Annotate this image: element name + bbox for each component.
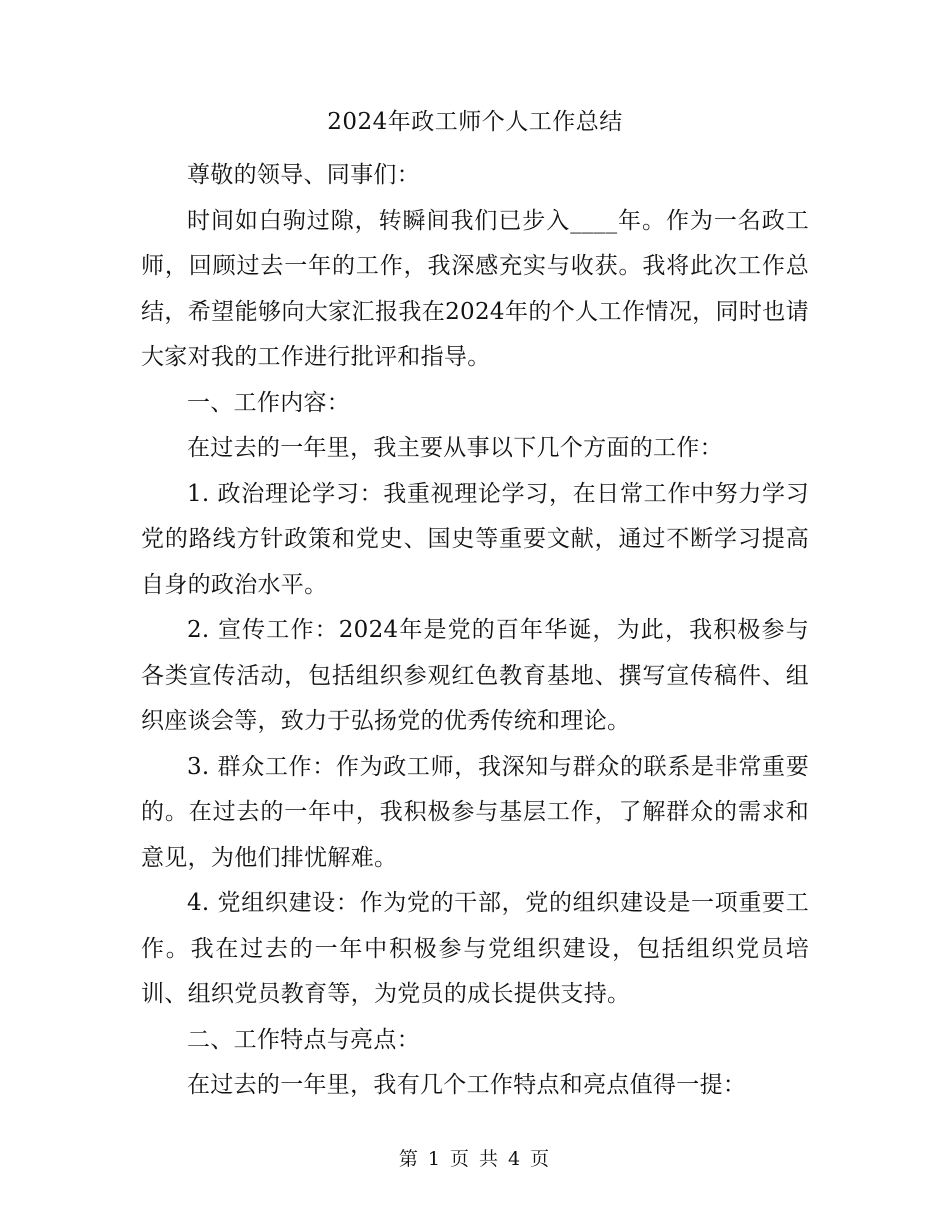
document-body — [141, 103, 809, 1109]
salutation: 尊敬的领导、同事们： — [187, 162, 420, 188]
list-item-mass-work: 3. 群众工作：作为政工师，我深知与群众的联系是非常重要的。在过去的一年中，我积极参与基层工作，了解群众的需求和意见，为他们排忧解难。 — [141, 753, 809, 871]
section-heading-highlights: 二、工作特点与亮点： — [187, 1026, 420, 1053]
list-item-party-organization: 4. 党组织建设：作为党的干部，党的组织建设是一项重要工作。我在过去的一年中积极参与党组织建设，包括组织党员培训、组织党员教育等，为党员的成长提供支持。 — [141, 890, 809, 1007]
list-item-publicity: 2. 宣传工作：2024年是党的百年华诞，为此，我积极参与各类宣传活动，包括组织参观红色教育基地、撰写宣传稿件、组织座谈会等，致力于弘扬党的优秀传统和理论。 — [141, 617, 809, 734]
page-number-footer: 第 1 页 共 4 页 — [398, 1148, 552, 1170]
document-title: 2024年政工师个人工作总结 — [327, 109, 623, 135]
section-heading-work-content: 一、工作内容： — [187, 389, 351, 416]
intro-paragraph: 时间如白驹过隙，转瞬间我们已步入____年。作为一名政工师，回顾过去一年的工作，我深感充实与收获。我将此次工作总结，希望能够向大家汇报我在2024年的个人工作情况，同时也请大家对我的工作进行批评和指导。 — [141, 207, 809, 370]
highlights-intro: 在过去的一年里，我有几个工作特点和亮点值得一提： — [187, 1072, 747, 1098]
list-item-political-theory: 1. 政治理论学习：我重视理论学习，在日常工作中努力学习党的路线方针政策和党史、国史等重要文献，通过不断学习提高自身的政治水平。 — [141, 480, 809, 598]
work-content-intro: 在过去的一年里，我主要从事以下几个方面的工作： — [187, 435, 723, 461]
